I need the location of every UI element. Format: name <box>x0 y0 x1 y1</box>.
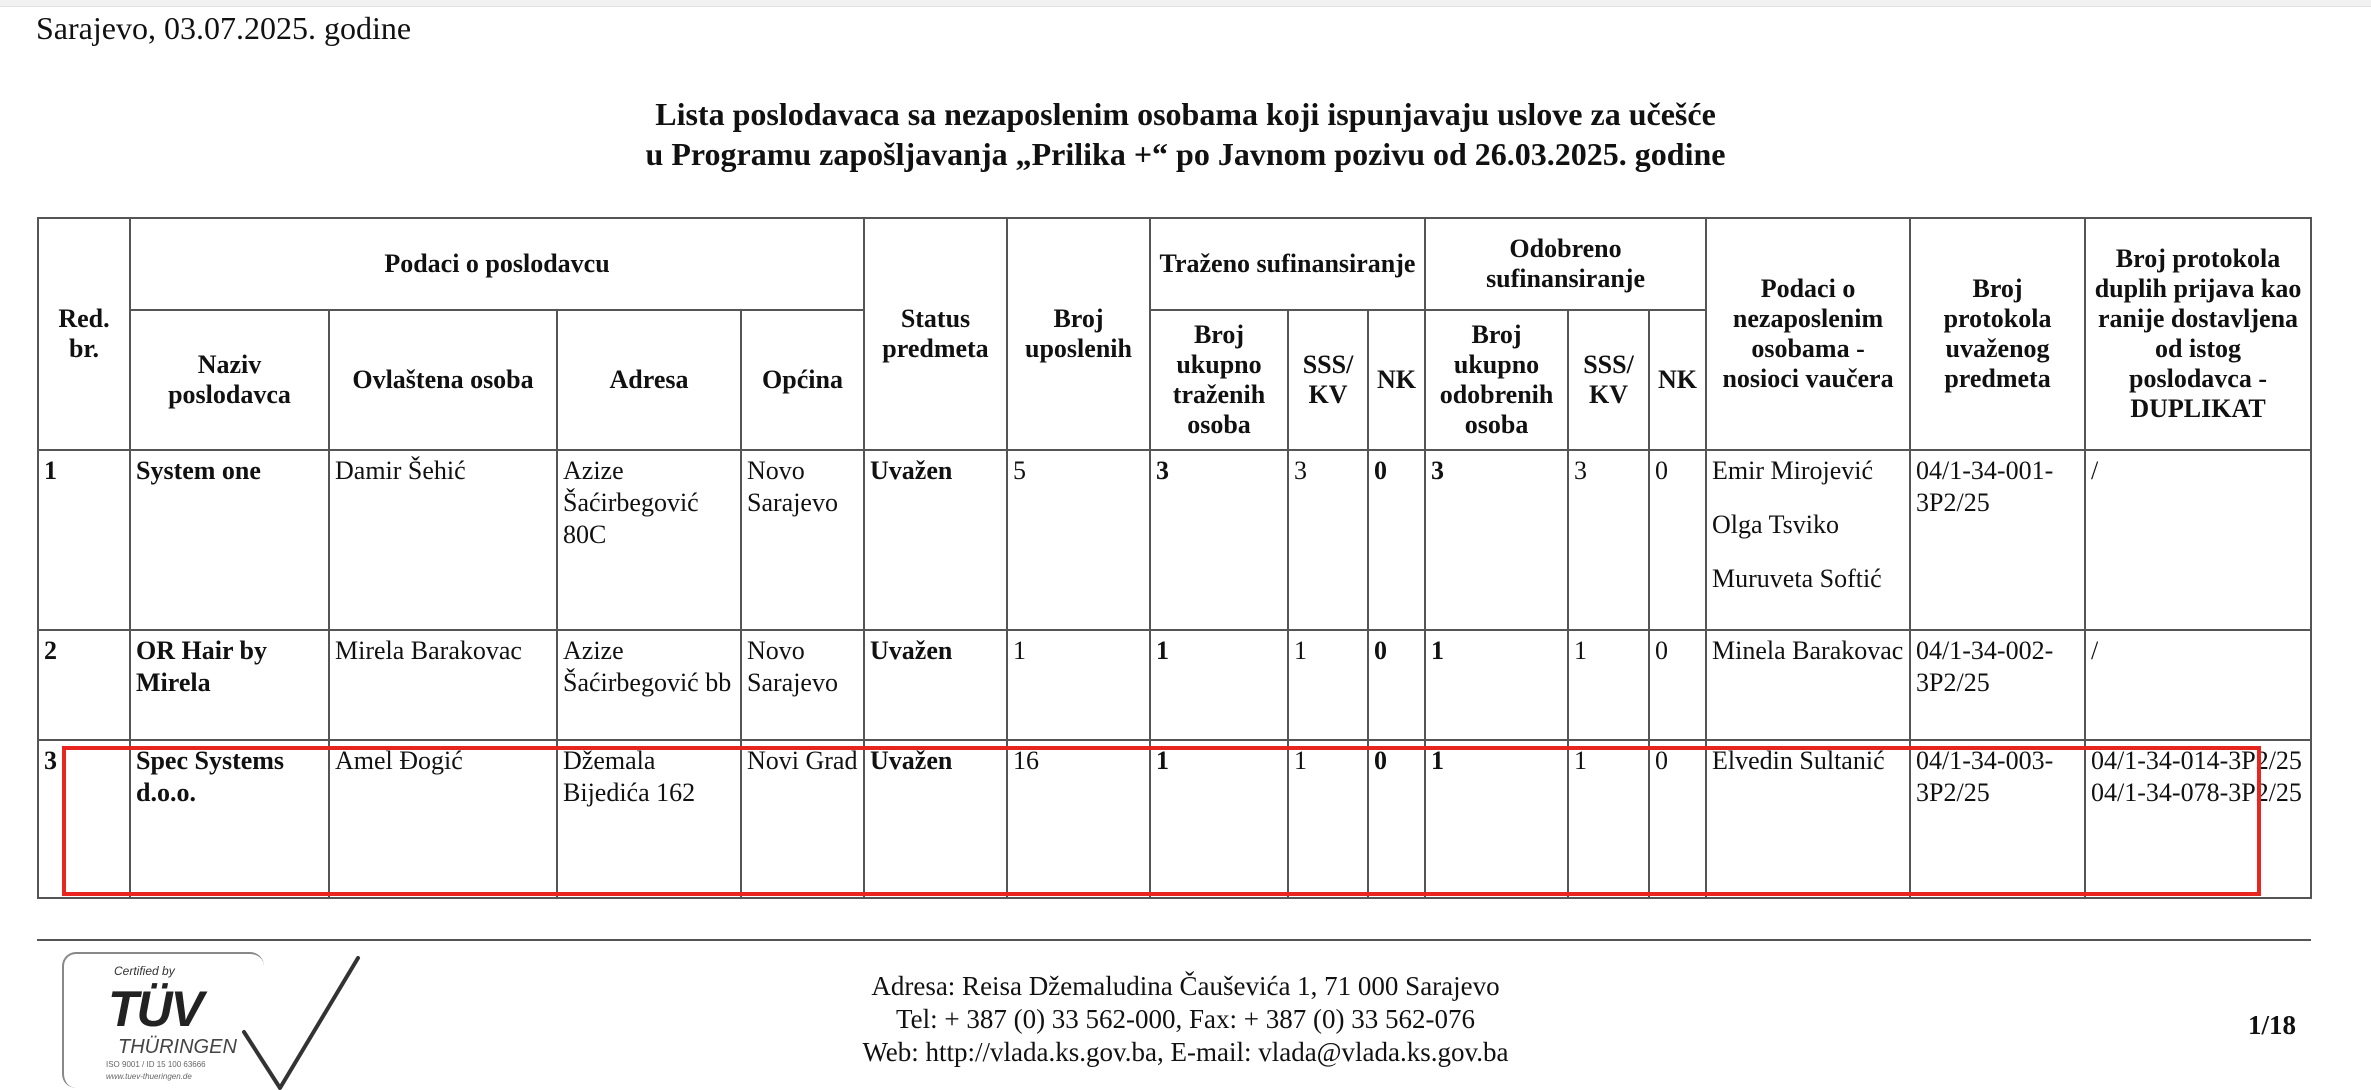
requested-total: 1 <box>1150 740 1288 898</box>
header-odobreno-ukupno: Broj ukupno odobrenih osoba <box>1425 310 1568 450</box>
approved-total: 1 <box>1425 630 1568 740</box>
top-edge-strip <box>0 0 2371 7</box>
footer-divider <box>37 939 2311 941</box>
authorized-person: Damir Šehić <box>329 450 557 630</box>
table-header-row-1 <box>38 218 2311 310</box>
case-status: Uvažen <box>864 450 1007 630</box>
authorized-person: Amel Đogić <box>329 740 557 898</box>
row-number: 1 <box>38 450 130 630</box>
approved-total: 3 <box>1425 450 1568 630</box>
protocol-number: 04/1-34-003-3P2/25 <box>1910 740 2085 898</box>
duplicate-protocol: 04/1-34-014-3P2/25 04/1-34-078-3P2/25 <box>2085 740 2311 898</box>
employee-count: 5 <box>1007 450 1150 630</box>
header-red-br: Red. br. <box>38 218 130 450</box>
approved-nk: 0 <box>1649 450 1706 630</box>
employee-count: 16 <box>1007 740 1150 898</box>
table-row <box>38 630 2311 740</box>
header-broj-uposlenih: Broj uposlenih <box>1007 218 1150 450</box>
tuv-brand: TÜV <box>108 981 202 1037</box>
table-row <box>38 740 2311 898</box>
header-broj-protokola: Broj protokola uvaženog predmeta <box>1910 218 2085 450</box>
header-trazeno-ukupno: Broj ukupno traženih osoba <box>1150 310 1288 450</box>
requested-nk: 0 <box>1368 450 1425 630</box>
voucher-holder: Muruveta Softić <box>1712 564 1882 593</box>
duplicate-protocol: / <box>2085 450 2311 630</box>
employers-table <box>37 217 2312 899</box>
requested-sss-kv: 3 <box>1288 450 1368 630</box>
header-opcina: Općina <box>741 310 864 450</box>
footer-address: Adresa: Reisa Džemaludina Čauševića 1, 71 000 Sarajevo <box>871 971 1500 1001</box>
approved-sss-kv: 3 <box>1568 450 1649 630</box>
voucher-holder: Elvedin Sultanić <box>1712 746 1885 775</box>
header-naziv-poslodavca: Naziv poslodavca <box>130 310 329 450</box>
duplicate-protocol: / <box>2085 630 2311 740</box>
municipality: Novi Grad <box>741 740 864 898</box>
row-number: 3 <box>38 740 130 898</box>
header-status-predmeta: Status predmeta <box>864 218 1007 450</box>
header-odobreno-sss-kv: SSS/ KV <box>1568 310 1649 450</box>
requested-nk: 0 <box>1368 740 1425 898</box>
employer-address: Azize Šaćirbegović 80C <box>557 450 741 630</box>
table-row <box>38 450 2311 630</box>
voucher-holder: Emir Mirojević <box>1712 456 1874 485</box>
requested-sss-kv: 1 <box>1288 740 1368 898</box>
header-odobreno-sufinansiranje: Odobreno sufinansiranje <box>1425 218 1706 310</box>
voucher-holder: Minela Barakovac <box>1712 636 1904 665</box>
employer-address: Džemala Bijedića 162 <box>557 740 741 898</box>
certified-by-label: Certified by <box>114 964 175 978</box>
approved-nk: 0 <box>1649 630 1706 740</box>
employee-count: 1 <box>1007 630 1150 740</box>
employer-name: System one <box>130 450 329 630</box>
employer-name: OR Hair by Mirela <box>130 630 329 740</box>
header-trazeno-nk: NK <box>1368 310 1425 450</box>
header-podaci-o-poslodavcu: Podaci o poslodavcu <box>130 218 864 310</box>
municipality: Novo Sarajevo <box>741 450 864 630</box>
tuv-web: www.tuev-thueringen.de <box>106 1072 192 1081</box>
header-adresa: Adresa <box>557 310 741 450</box>
case-status: Uvažen <box>864 740 1007 898</box>
tuv-region: THÜRINGEN <box>118 1036 237 1058</box>
footer-web: Web: http://vlada.ks.gov.ba, E-mail: vlada@vlada.ks.gov.ba <box>862 1037 1509 1067</box>
case-status: Uvažen <box>864 630 1007 740</box>
document-title-line-1: Lista poslodavaca sa nezaposlenim osobama koji ispunjavaju uslove za učešće <box>655 96 1716 132</box>
approved-sss-kv: 1 <box>1568 740 1649 898</box>
voucher-holders <box>1706 450 1910 630</box>
header-trazeno-sss-kv: SSS/ KV <box>1288 310 1368 450</box>
footer-phone: Tel: + 387 (0) 33 562-000, Fax: + 387 (0) 33 562-076 <box>896 1004 1475 1034</box>
approved-total: 1 <box>1425 740 1568 898</box>
requested-total: 1 <box>1150 630 1288 740</box>
header-odobreno-nk: NK <box>1649 310 1706 450</box>
requested-nk: 0 <box>1368 630 1425 740</box>
voucher-holder: Olga Tsviko <box>1712 510 1840 539</box>
protocol-number: 04/1-34-001-3P2/25 <box>1910 450 2085 630</box>
requested-sss-kv: 1 <box>1288 630 1368 740</box>
document-title-line-2: u Programu zapošljavanja „Prilika +“ po Javnom pozivu od 26.03.2025. godine <box>645 136 1726 172</box>
row-number: 2 <box>38 630 130 740</box>
approved-nk: 0 <box>1649 740 1706 898</box>
employer-address: Azize Šaćirbegović bb <box>557 630 741 740</box>
voucher-holders <box>1706 630 1910 740</box>
approved-sss-kv: 1 <box>1568 630 1649 740</box>
header-duplikat: Broj protokola duplih prijava kao ranije dostavljena od istog poslodavca - DUPLIKAT <box>2085 218 2311 450</box>
municipality: Novo Sarajevo <box>741 630 864 740</box>
document-date: Sarajevo, 03.07.2025. godine <box>36 10 412 46</box>
header-nezaposlene-osobe: Podaci o nezaposlenim osobama - nosioci vaučera <box>1706 218 1910 450</box>
page-number: 1/18 <box>2247 1010 2296 1040</box>
protocol-number: 04/1-34-002-3P2/25 <box>1910 630 2085 740</box>
voucher-holders <box>1706 740 1910 898</box>
requested-total: 3 <box>1150 450 1288 630</box>
header-trazeno-sufinansiranje: Traženo sufinansiranje <box>1150 218 1425 310</box>
header-ovlastena-osoba: Ovlaštena osoba <box>329 310 557 450</box>
authorized-person: Mirela Barakovac <box>329 630 557 740</box>
footer-contact <box>0 970 2371 1069</box>
employer-name: Spec Systems d.o.o. <box>130 740 329 898</box>
tuv-iso-line: ISO 9001 / ID 15 100 63666 <box>106 1060 206 1069</box>
